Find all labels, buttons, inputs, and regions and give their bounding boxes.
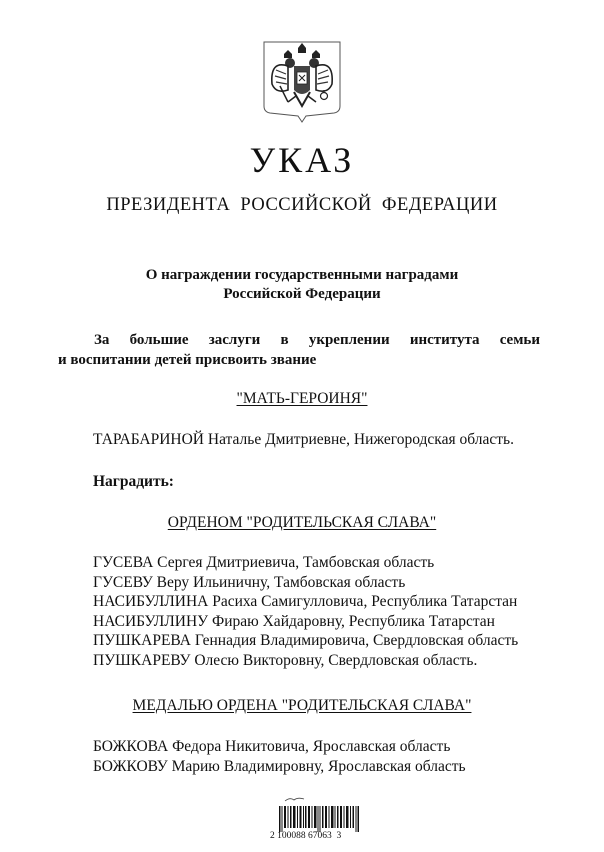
honorary-title-recipient: ТАРАБАРИНОЙ Наталье Дмитриевне, Нижегородская область. xyxy=(93,431,514,448)
order-recipients-list xyxy=(93,553,518,671)
list-item: БОЖКОВА Федора Никитовича, Ярославская область xyxy=(93,738,451,755)
honorary-title-heading xyxy=(0,389,604,409)
list-item: ПУШКАРЕВА Геннадия Владимировича, Свердловская область xyxy=(93,632,519,650)
decree-heading xyxy=(0,266,604,304)
honorary-title-name: "МАТЬ-ГЕРОИНЯ" xyxy=(236,390,368,407)
preamble-line2: и воспитании детей присвоить звание xyxy=(58,352,317,368)
medal-recipients-list xyxy=(93,737,466,776)
document-subtitle: ПРЕЗИДЕНТА РОССИЙСКОЙ ФЕДЕРАЦИИ xyxy=(106,195,498,215)
barcode-icon xyxy=(279,806,359,832)
document-title: УКАЗ xyxy=(249,140,355,180)
list-item: ПУШКАРЕВУ Олесю Викторовну, Свердловская область. xyxy=(93,651,478,669)
list-item: ГУСЕВА Сергея Дмитриевича, Тамбовская область xyxy=(93,554,435,571)
decree-heading-line1: О награждении государственными наградами xyxy=(145,267,459,283)
list-item: БОЖКОВУ Марию Владимировну, Ярославская область xyxy=(93,757,466,775)
order-section-title: ОРДЕНОМ "РОДИТЕЛЬСКАЯ СЛАВА" xyxy=(167,514,437,531)
list-item: НАСИБУЛЛИНУ Фираю Хайдаровну, Республика Татарстан xyxy=(93,612,495,630)
decree-heading-line2: Российской Федерации xyxy=(223,286,381,302)
barcode-number: 2 100088 67063 3 xyxy=(270,831,342,841)
barcode-logo-icon xyxy=(284,796,306,802)
preamble-line1: За большие заслуги в укреплении института семьи xyxy=(94,332,540,348)
medal-section-title: МЕДАЛЬЮ ОРДЕНА "РОДИТЕЛЬСКАЯ СЛАВА" xyxy=(132,697,472,714)
russian-coat-of-arms-icon xyxy=(258,38,346,126)
medal-section-heading xyxy=(0,696,604,716)
list-item: НАСИБУЛЛИНА Расиха Самигулловича, Республика Татарстан xyxy=(93,593,518,611)
list-item: ГУСЕВУ Веру Ильиничну, Тамбовская область xyxy=(93,573,406,591)
order-section-heading xyxy=(0,513,604,533)
award-label: Наградить: xyxy=(93,473,174,490)
decree-preamble xyxy=(58,330,540,370)
